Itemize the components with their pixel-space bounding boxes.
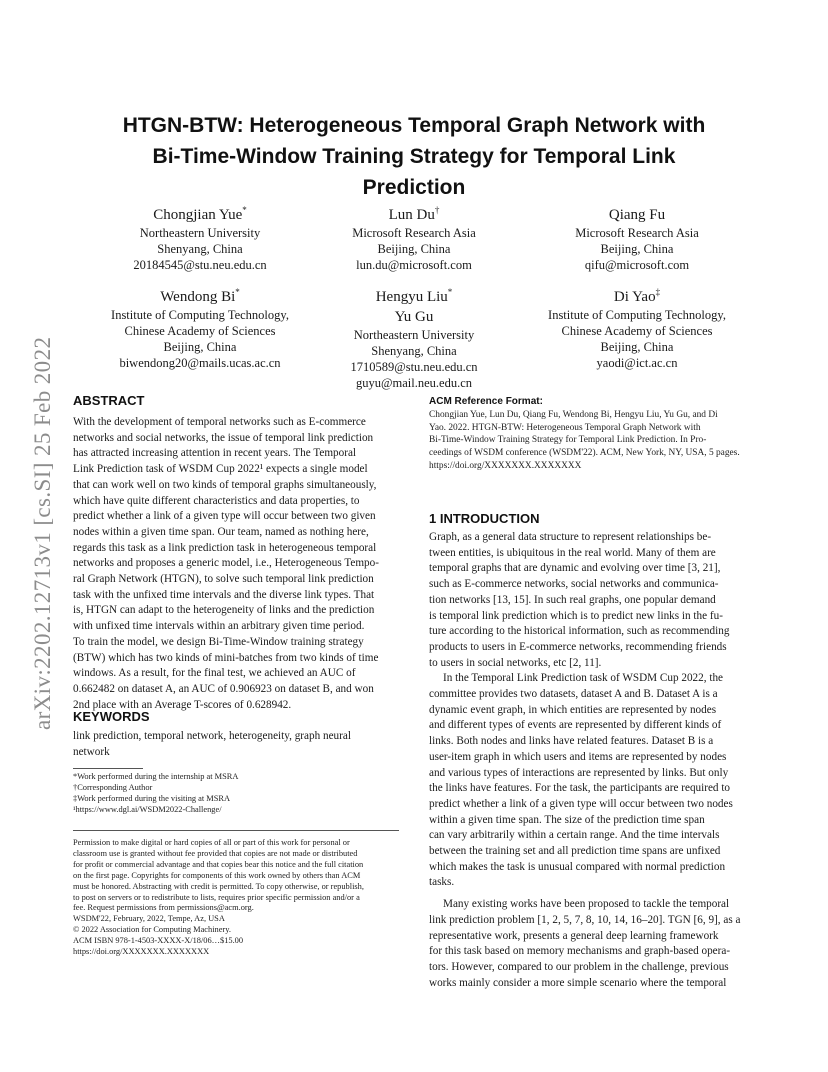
abstract-line: Link Prediction task of WSDM Cup 2022¹ expects a single model (73, 463, 368, 476)
introduction-line: Graph, as a general data structure to represent relationships be- (429, 531, 712, 543)
author-affiliation: Microsoft Research Asia (575, 226, 699, 240)
author-mark: * (447, 287, 453, 297)
footnote-item: ¹https://www.dgl.ai/WSDM2022-Challenge/ (73, 804, 222, 814)
author-name: Di Yao (613, 289, 656, 305)
permission-block (73, 838, 403, 958)
author-mark: * (242, 205, 247, 215)
abstract-line: predict whether a link of a given type will occur between two given (73, 510, 376, 523)
author-name: Chongjian Yue (153, 207, 243, 223)
keywords-line: link prediction, temporal network, heterogeneity, graph neural (73, 730, 351, 742)
author-name: Lun Du (388, 207, 435, 223)
abstract-line: ral Graph Network (HTGN), to solve such temporal link prediction (73, 573, 374, 586)
introduction-line: and various types of interactions are represented by links. But only (429, 766, 729, 779)
introduction-line: products to users in E-commerce networks, recommending friends (429, 640, 727, 653)
author-email: 1710589@stu.neu.edu.cn (350, 360, 478, 374)
author-block (90, 200, 310, 273)
footnote-item: †Corresponding Author (73, 782, 153, 792)
abstract-line: 0.662482 on dataset A, an AUC of 0.906923 on dataset B, and won (73, 682, 374, 695)
permission-line: WSDM'22, February, 2022, Tempe, Az, USA (73, 914, 225, 924)
introduction-line: Many existing works have been proposed to tackle the temporal (443, 898, 730, 911)
author-name: Wendong Bi (160, 289, 236, 305)
author-email: qifu@microsoft.com (584, 258, 690, 272)
introduction-line: which makes the task is unusual compared with normal prediction (429, 860, 726, 873)
keywords-heading: KEYWORDS (73, 709, 150, 724)
introduction-line: for this task based on memory mechanisms and graph-based opera- (429, 945, 731, 958)
acm-reference-heading: ACM Reference Format: (429, 396, 543, 407)
abstract-line: task with the unfixed time intervals and the diverse link types. That (73, 588, 375, 601)
abstract-line: with unfixed time intervals within an arbitrary given time period. (73, 620, 365, 633)
author-block (304, 282, 524, 391)
abstract-heading: ABSTRACT (73, 393, 145, 408)
abstract-line: which have quite different characteristics and data properties, to (73, 494, 360, 507)
abstract-line: (BTW) which has two kinds of mini-batches from two kinds of time (73, 651, 379, 664)
permission-line: must be honored. Abstracting with credit is permitted. To copy otherwise, or republish, (73, 881, 364, 891)
footnote-item: *Work performed during the internship at MSRA (73, 772, 239, 781)
acm-reference-line: https://doi.org/XXXXXXX.XXXXXXX (429, 460, 582, 471)
abstract-line: networks and social networks, the issue of temporal link prediction (73, 431, 374, 444)
abstract-line: that can work well on two kinds of temporal graphs simultaneously, (73, 478, 377, 491)
author-affiliation: Northeastern University (353, 328, 475, 342)
abstract-line: To train the model, we design Bi-Time-Window training strategy (73, 635, 364, 648)
footnote-rule (73, 768, 143, 769)
introduction-body (429, 530, 755, 991)
introduction-line: dynamic event graph, in which entities are represented by nodes (429, 703, 717, 716)
acm-reference-line: Chongjian Yue, Lun Du, Qiang Fu, Wendong Bi, Hengyu Liu, Yu Gu, and Di (429, 410, 718, 420)
introduction-line: user-item graph in which users and items are represented by nodes (429, 750, 727, 763)
acm-reference-line: Bi-Time-Window Training Strategy for Temporal Link Prediction. In Pro- (429, 435, 707, 446)
author-email: guyu@mail.neu.edu.cn (356, 376, 472, 390)
abstract-line: With the development of temporal networks such as E-commerce (73, 416, 366, 428)
introduction-line: works mainly consider a more simple scenario where the temporal (429, 976, 727, 989)
author-location: Beijing, China (163, 340, 237, 354)
abstract-line: has attracted increasing attention in recent years. The Temporal (73, 447, 357, 460)
introduction-line: representative work, presents a general deep learning framework (429, 929, 719, 942)
author-name: Qiang Fu (608, 207, 666, 223)
author-name: Hengyu Liu (375, 289, 448, 305)
author-block (304, 200, 524, 273)
introduction-line: and different types of events are represented by different kinds of (429, 719, 722, 732)
title-line: Prediction (362, 176, 466, 199)
introduction-line: tors. However, compared to our problem in the challenge, previous (429, 960, 729, 973)
introduction-line: to users in social networks, etc [2, 11]. (429, 656, 602, 669)
abstract-line: regards this task as a link prediction task in heterogeneous temporal (73, 541, 377, 554)
footnote-item: ‡Work performed during the visiting at MSRA (73, 793, 231, 803)
abstract-body (73, 415, 399, 713)
author-email: yaodi@ict.ac.cn (596, 356, 678, 370)
abstract-line: 2nd place with an Average T-scores of 0.628942. (73, 698, 292, 711)
introduction-line: temporal graphs that are dynamic and evolving over time [3, 21], (429, 562, 721, 575)
author-mark: * (235, 287, 240, 297)
author-location: Beijing, China (377, 242, 451, 256)
introduction-line: tween entities, is ubiquitous in the real world. Many of them are (429, 546, 716, 559)
permission-line: classroom use is granted without fee provided that copies are not made or distributed (73, 848, 358, 858)
author-affiliation: Institute of Computing Technology, (548, 308, 726, 322)
author-location: Shenyang, China (157, 242, 243, 256)
abstract-line: windows. As a result, for the final test, we achieved an AUC of (73, 667, 356, 680)
author-location: Shenyang, China (371, 344, 457, 358)
acm-reference-line: ceedings of WSDM conference (WSDM'22). ACM, New York, NY, USA, 5 pages. (429, 448, 740, 459)
permission-line: https://doi.org/XXXXXXX.XXXXXXX (73, 947, 210, 957)
acm-reference-line: Yao. 2022. HTGN-BTW: Heterogeneous Temporal Graph Network with (429, 422, 701, 433)
footnotes (73, 772, 399, 816)
introduction-line: such as E-commerce networks, social networks and communica- (429, 578, 719, 591)
abstract-line: networks and proposes a generic model, i.e., Heterogeneous Tempo- (73, 557, 379, 570)
author-affiliation: Northeastern University (139, 226, 261, 240)
permission-line: for profit or commercial advantage and that copies bear this notice and the full citation (73, 859, 364, 869)
author-affiliation: Chinese Academy of Sciences (561, 324, 713, 338)
author-email: biwendong20@mails.ucas.ac.cn (119, 356, 281, 370)
author-location: Beijing, China (600, 242, 674, 256)
abstract-line: nodes within a given time span. Our team, named as nothing here, (73, 525, 369, 538)
author-block (527, 200, 747, 273)
permission-rule (73, 830, 399, 831)
author-name: Yu Gu (394, 309, 434, 325)
author-block (82, 282, 318, 371)
permission-line: ACM ISBN 978-1-4503-XXXX-X/18/06…$15.00 (73, 936, 244, 946)
author-affiliation: Institute of Computing Technology, (111, 308, 289, 322)
introduction-line: the links have features. For the task, the participants are required to (429, 782, 731, 795)
introduction-line: ture according to the historical information, such as recommending (429, 625, 730, 638)
author-email: 20184545@stu.neu.edu.cn (133, 258, 267, 272)
author-location: Beijing, China (600, 340, 674, 354)
author-mark: ‡ (655, 287, 661, 297)
introduction-line: tion networks [13, 15]. In such real graphs, one popular demand (429, 593, 716, 606)
keywords-body (73, 729, 399, 760)
permission-line: on the first page. Copyrights for components of this work owned by others than ACM (73, 870, 361, 880)
acm-reference-body (429, 409, 759, 473)
introduction-line: links. Both nodes and links have related features. Dataset B is a (429, 735, 714, 748)
title-line: Bi-Time-Window Training Strategy for Temporal Link (152, 145, 676, 168)
arxiv-stamp: arXiv:2202.12713v1 [cs.SI] 25 Feb 2022 (30, 336, 55, 730)
introduction-line: In the Temporal Link Prediction task of WSDM Cup 2022, the (443, 672, 724, 685)
author-mark: † (434, 205, 440, 215)
permission-line: to post on servers or to redistribute to lists, requires prior specific permission and/or a (73, 892, 360, 902)
introduction-line: tasks. (429, 876, 455, 889)
author-affiliation: Chinese Academy of Sciences (124, 324, 276, 338)
keywords-line: network (73, 745, 110, 758)
introduction-line: link prediction problem [1, 2, 5, 7, 8, 10, 14, 16–20]. TGN [6, 9], as a (429, 913, 741, 926)
introduction-line: within a given time span. The size of the prediction time span (429, 813, 705, 826)
introduction-line: is temporal link prediction which is to predict new links in the fu- (429, 609, 723, 622)
author-affiliation: Microsoft Research Asia (352, 226, 476, 240)
introduction-line: committee provides two datasets, dataset A and B. Dataset A is a (429, 688, 718, 701)
paper-title (80, 110, 748, 203)
permission-line: © 2022 Association for Computing Machinery. (73, 925, 231, 935)
author-email: lun.du@microsoft.com (356, 258, 472, 272)
introduction-line: predict whether a link of a given type will occur between two nodes (429, 797, 733, 810)
abstract-line: is, HTGN can adapt to the heterogeneity of links and the prediction (73, 604, 375, 617)
author-block (519, 282, 755, 371)
introduction-line: between the training set and all prediction time spans are unfixed (429, 845, 721, 858)
introduction-heading: 1 INTRODUCTION (429, 511, 540, 526)
permission-line: fee. Request permissions from permissions@acm.org. (73, 903, 254, 913)
introduction-line: can vary arbitrarily within a certain range. And the time intervals (429, 829, 720, 842)
title-line: HTGN-BTW: Heterogeneous Temporal Graph Network with (122, 114, 706, 137)
permission-line: Permission to make digital or hard copies of all or part of this work for personal or (73, 838, 350, 847)
